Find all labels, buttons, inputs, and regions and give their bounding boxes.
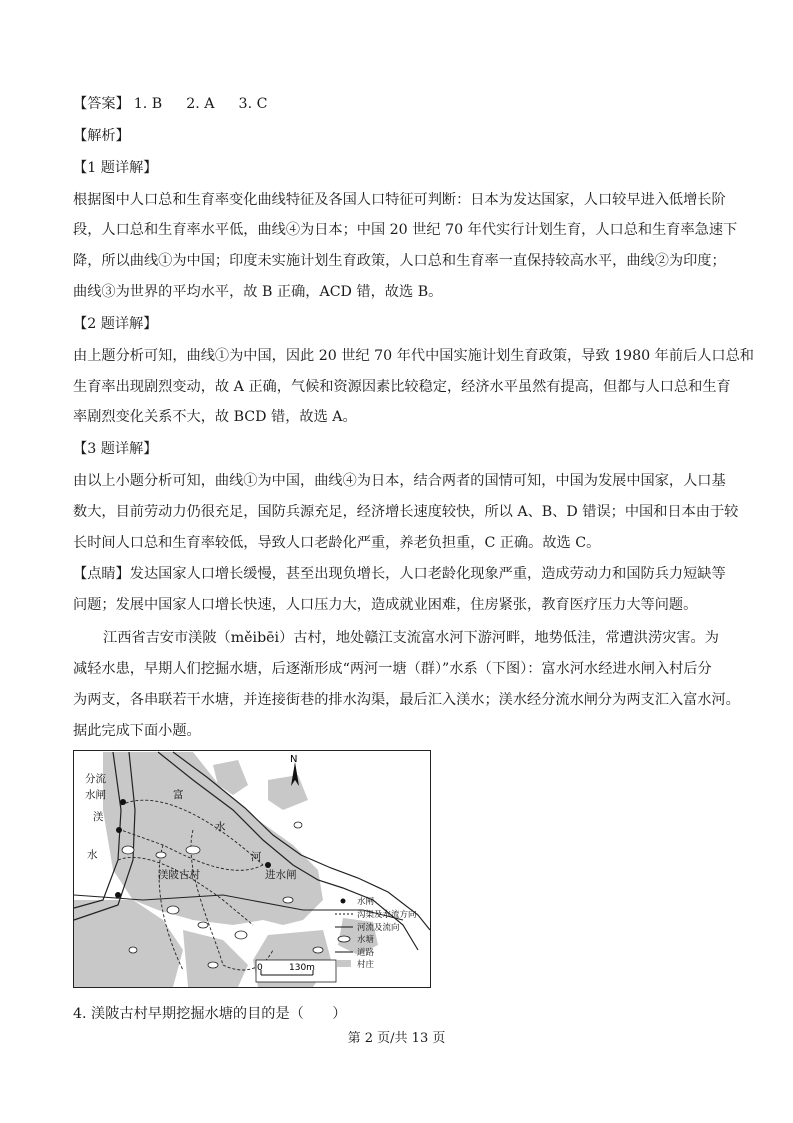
q1-text: 段，人口总和生育率水平低，曲线④为日本；中国 20 世纪 70 年代实行计划生育，人口总和生育率急速下 [73,222,738,238]
passage-text: 为两支，各串联若干水塘，并连接街巷的排水沟渠，最后汇入渼水；渼水经分流水闸分为两支汇入富水河。 [73,692,740,708]
label-jinshuizha: 进水闸 [265,869,297,881]
answer-line [73,94,291,114]
label-shuizha: 水闸 [85,789,106,801]
tip-text: 【点睛】发达国家人口增长缓慢，甚至出现负增长，人口老龄化现象严重，造成劳动力和国防兵力短缺等 [73,566,726,582]
q3-text: 长时间人口总和生育率较低，导致人口老龄化严重，养老负担重，C 正确。故选 C。 [73,535,601,551]
answer-item: 1. B [133,96,163,112]
tip-text: 问题；发展中国家人口增长快速，人口压力大，造成就业困难，住房紧张，教育医疗压力大等问题。 [73,597,698,613]
label-fenliu: 分流 [85,773,106,785]
answer-label: 【答案】 [73,96,130,112]
q2-heading: 【2 题详解】 [73,316,158,332]
sluice-dot [115,892,121,898]
q1-heading: 【1 题详解】 [73,160,158,176]
sluice-dot [116,827,122,833]
q1-text: 曲线③为世界的平均水平，故 B 正确，ACD 错，故选 B。 [73,284,443,300]
q1-text: 根据图中人口总和生育率变化曲线特征及各国人口特征可判断：日本为发达国家，人口较早进入低增长阶 [73,192,726,208]
label-he: 河 [251,851,262,863]
label-shui-right: 水 [215,821,226,833]
q2-text: 率剧烈变化关系不大，故 BCD 错，故选 A。 [73,409,357,425]
label-shui-left: 水 [87,849,98,861]
legend-road: 道路 [357,948,375,958]
passage-text: 据此完成下面小题。 [73,723,201,739]
legend-ditch: 沟渠及水流方向 [357,910,417,920]
legend-sluice: 水闸 [357,897,375,907]
answer-item: 3. C [238,96,268,112]
map-svg [73,750,431,988]
north-label: N [290,754,298,765]
legend-pond: 水塘 [357,935,375,945]
page-footer: 第 2 页/共 13 页 [347,1031,446,1046]
q1-text: 降，所以曲线①为中国；印度未实施计划生育政策，人口总和生育率一直保持较高水平，曲线②为印度； [73,253,726,269]
legend-river: 河流及流向 [357,923,400,933]
scale-distance: 130m [289,963,315,973]
label-mei: 渼 [93,811,104,823]
question-4: 4. 渼陂古村早期挖掘水塘的目的是（ ） [73,1006,347,1022]
fenliu-sluice [120,799,126,805]
scale-zero: 0 [257,963,263,973]
q3-text: 由以上小题分析可知，曲线①为中国，曲线④为日本，结合两者的国情可知，中国为发展中国家，人口基 [73,473,726,489]
label-fu: 富 [173,789,184,801]
inlet-sluice [265,862,271,868]
q2-text: 由上题分析可知，曲线①为中国，因此 20 世纪 70 年代中国实施计划生育政策，导致 1980 年前后人口总和 [73,348,754,364]
q2-text: 生育率出现剧烈变动，故 A 正确，气候和资源因素比较稳定，经济水平虽然有提高，但都与人口总和生育 [73,379,731,395]
scale-bar [256,960,336,982]
passage-text: 江西省吉安市渼陂（měibēi）古村，地处赣江支流富水河下游河畔，地势低洼，常遭洪涝灾害。为 [103,630,719,646]
legend-village: 村庄 [357,960,375,970]
q3-heading: 【3 题详解】 [73,441,158,457]
village-water-map [73,750,431,988]
analysis-label: 【解析】 [73,128,130,144]
passage-text: 减轻水患，早期人们挖掘水塘，后逐渐形成“两河一塘（群）”水系（下图）：富水河水经进水闸入村后分 [73,661,712,677]
q3-text: 数大，目前劳动力仍很充足，国防兵源充足，经济增长速度较快，所以 A、B、D 错误；中国和日本由于较 [73,504,739,520]
label-village: 渼陂古村 [158,869,200,881]
answer-item: 2. A [186,96,215,112]
